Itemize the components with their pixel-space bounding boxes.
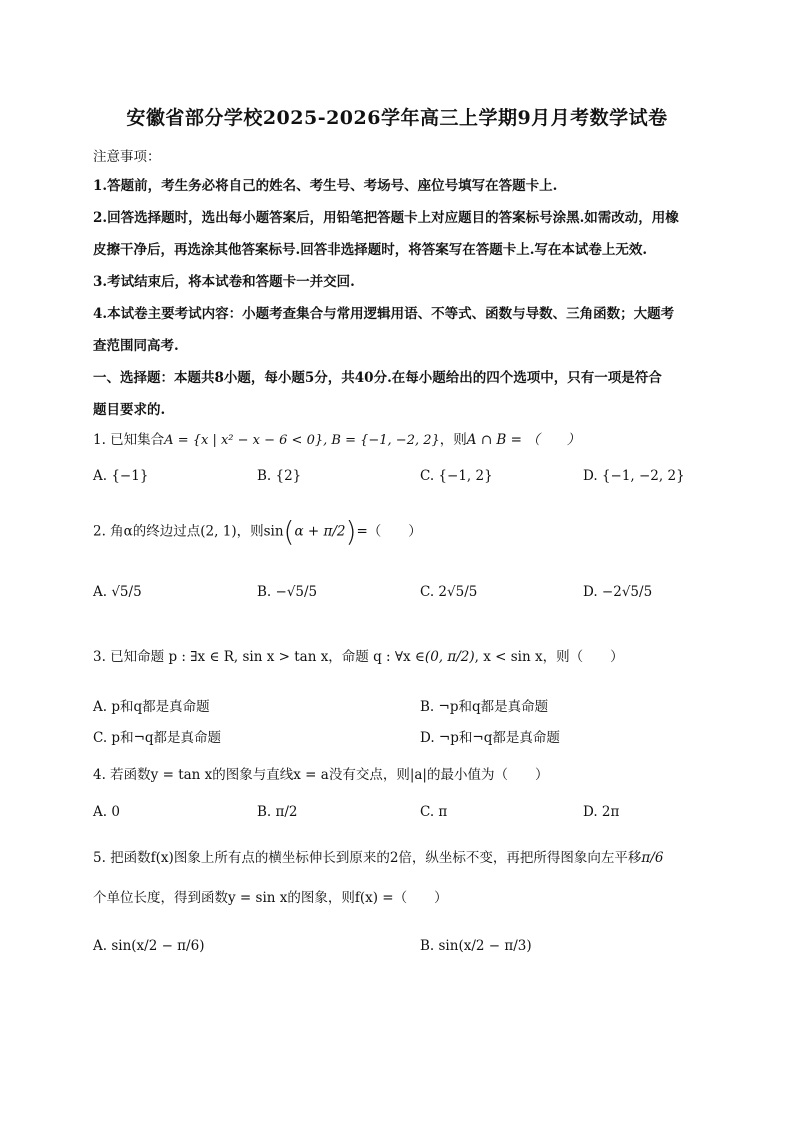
q3-option-d: D. ¬p和¬q都是真命题 [420,730,560,746]
q1-ask: A ∩ B = （ ） [466,432,581,448]
q4-option-b: B. π/2 [257,804,298,820]
q2-option-a: A. √5/5 [93,584,142,600]
notice-item-4b: 查范围同高考. [93,338,179,354]
section-heading-a: 一、选择题：本题共8小题，每小题5分，共40分.在每小题给出的四个选项中，只有一项是符合 [93,370,662,386]
q2-left-paren: ( [283,515,295,548]
q1-sets: A = {x | x² − x − 6 < 0}, B = {−1, −2, 2} [164,433,440,448]
question-2-stem [93,515,422,548]
q5-shift-fraction: π/6 [641,850,664,866]
q3-interval: (0, π/2) [424,649,475,665]
notice-item-1: 1.答题前，考生务必将自己的姓名、考生号、考场号、座位号填写在答题卡上. [93,178,558,194]
notice-item-2a: 2.回答选择题时，选出每小题答案后，用铅笔把答题卡上对应题目的答案标号涂黑.如需改动，用橡 [93,210,679,226]
q1-stem-pre: 1. 已知集合 [93,432,165,448]
q2-option-b: B. −√5/5 [257,584,318,600]
q2-stem-pre: 2. 角α的终边过点(2, 1)，则sin [93,523,284,540]
q3-stem-post: , x < sin x，则（ ） [474,649,624,665]
q2-option-d: D. −2√5/5 [583,584,653,600]
q2-right-paren: ) [345,515,357,548]
section-heading-b: 题目要求的. [93,402,166,418]
q1-option-d: D. {−1, −2, 2} [583,468,685,484]
q1-option-c: C. {−1, 2} [420,468,493,484]
q2-option-c: C. 2√5/5 [420,584,478,600]
q5-option-b: B. sin(x/2 − π/3) [420,938,532,954]
q4-option-d: D. 2π [583,804,620,820]
q5-stem-a: 5. 把函数f(x)图象上所有点的横坐标伸长到原来的2倍，纵坐标不变，再把所得图象向左平移 [93,850,642,866]
q4-option-c: C. π [420,804,448,820]
notice-item-2b: 皮擦干净后，再选涂其他答案标号.回答非选择题时，将答案写在答题卡上.写在本试卷上无效. [93,242,648,258]
q5-option-a: A. sin(x/2 − π/6) [93,938,205,954]
question-5-stem-a [93,846,663,866]
question-3-stem [93,645,624,665]
q2-stem-arg: α + π/2 [294,523,346,540]
q1-option-b: B. {2} [257,468,302,484]
question-4-stem: 4. 若函数y = tan x的图象与直线x = a没有交点，则|a|的最小值为（ ） [93,767,549,783]
q3-option-c: C. p和¬q都是真命题 [93,730,222,746]
q3-option-a: A. p和q都是真命题 [93,699,210,715]
q4-option-a: A. 0 [93,804,120,820]
q3-option-b: B. ¬p和q都是真命题 [420,699,549,715]
q1-option-a: A. {−1} [93,468,149,484]
q3-stem-pre: 3. 已知命题 p : ∃x ∈ R, sin x > tan x，命题 q : ∀x ∈ [93,649,425,665]
notice-item-4a: 4.本试卷主要考试内容：小题考查集合与常用逻辑用语、不等式、函数与导数、三角函数；大题考 [93,306,675,322]
page-title: 安徽省部分学校2025-2026学年高三上学期9月月考数学试卷 [126,107,668,129]
notice-item-3: 3.考试结束后，将本试卷和答题卡一并交回. [93,274,355,290]
question-1-stem [93,428,580,448]
q1-stem-post: ，则 [439,432,467,448]
notice-heading: 注意事项： [93,149,161,165]
q2-stem-post: =（ ） [356,523,422,540]
question-5-stem-b: 个单位长度，得到函数y = sin x的图象，则f(x) =（ ） [93,890,448,906]
